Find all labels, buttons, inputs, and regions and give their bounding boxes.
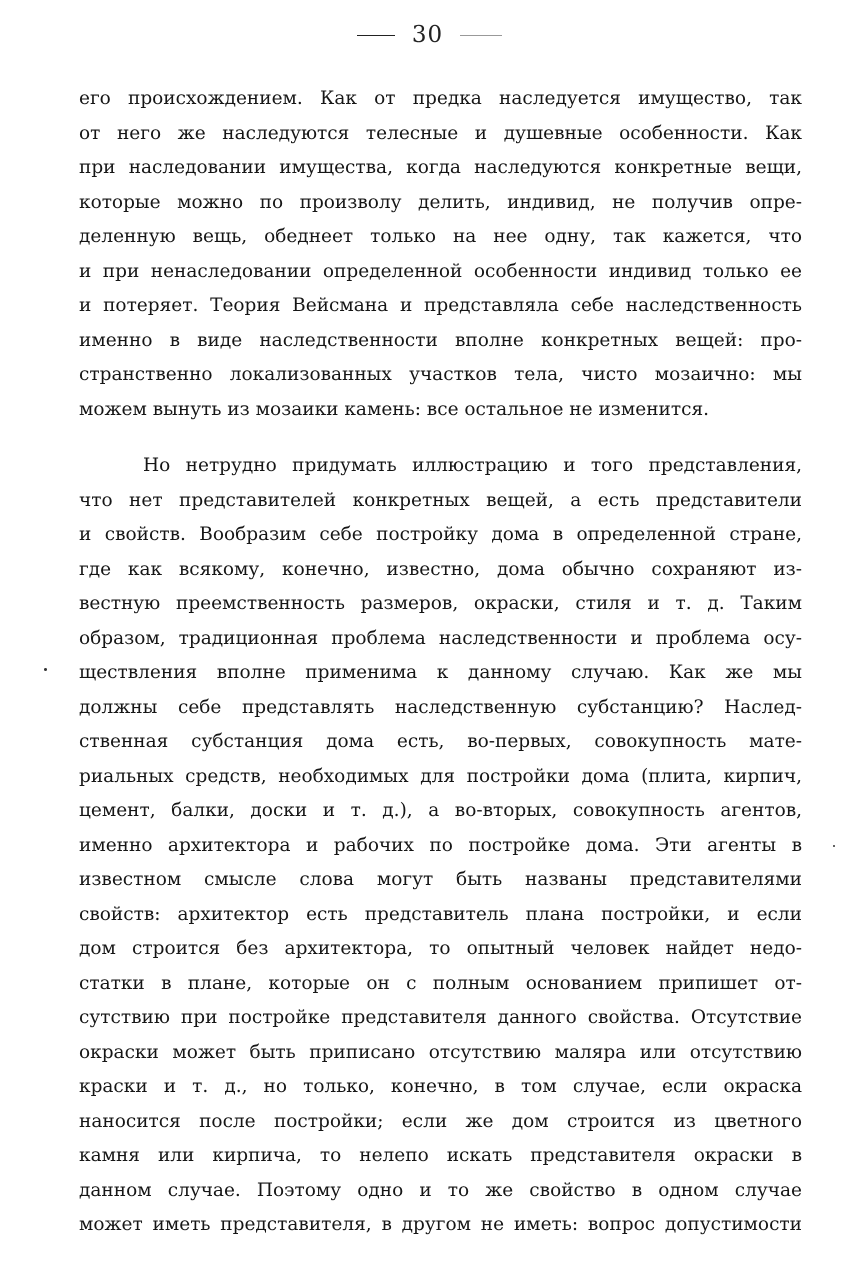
margin-dot (833, 845, 835, 847)
text-line: сутствию при постройке представителя данного свойства. Отсутствие (79, 1007, 802, 1028)
text-line: где как всякому, конечно, известно, дома обычно сохраняют из- (79, 558, 802, 580)
text-line: дом строится без архитектора, то опытный человек найдет недо- (79, 938, 802, 959)
text-line: и потеряет. Теория Вейсмана и представляла себе наследственность (79, 295, 802, 316)
text-line: камня или кирпича, то нелепо искать представителя окраски в (79, 1145, 802, 1166)
text-line: вестную преемственность размеров, окраски, стиля и т. д. Таким (79, 593, 802, 614)
text-line: ственная субстанция дома есть, во-первых, совокупность мате- (79, 731, 802, 752)
text-line: может иметь представителя, в другом не иметь: вопрос допустимости (79, 1214, 802, 1235)
text-line: именно в виде наследственности вполне конкретных вещей: про- (79, 329, 802, 351)
page-header (0, 22, 859, 54)
header-left-dash (357, 35, 395, 36)
text-line: от него же наследуются телесные и душевные особенности. Как (79, 122, 802, 144)
text-line: цемент, балки, доски и т. д.), а во-вторых, совокупность агентов, (79, 800, 802, 821)
text-line: можем вынуть из мозаики камень: все остальное не изменится. (79, 398, 710, 420)
text-line: краски и т. д., но только, конечно, в том случае, если окраска (79, 1076, 802, 1097)
paragraph-gap (79, 427, 802, 449)
text-line: данном случае. Поэтому одно и то же свойство в одном случае (79, 1179, 802, 1201)
paragraph (79, 82, 802, 427)
text-line: при наследовании имущества, когда наследуются конкретные вещи, (79, 157, 802, 178)
text-line: его происхождением. Как от предка наследуется имущество, так (79, 88, 802, 109)
text-line: и свойств. Вообразим себе постройку дома в определенной стране, (79, 524, 802, 545)
text-line: должны себе представлять наследственную субстанцию? Наслед- (79, 696, 802, 718)
text-line: именно архитектора и рабочих по постройке дома. Эти агенты в (79, 834, 802, 856)
text-line: ществления вполне применима к данному случаю. Как же мы (79, 662, 802, 683)
text-line: окраски может быть приписано отсутствию маляра или отсутствию (79, 1041, 802, 1063)
text-line: деленную вещь, обеднеет только на нее одну, так кажется, что (79, 226, 802, 247)
page-body-text (79, 82, 802, 1243)
paragraph (79, 449, 802, 1243)
text-line: образом, традиционная проблема наследственности и проблема осу- (79, 627, 802, 649)
text-line: статки в плане, которые он с полным основанием припишет от- (79, 972, 802, 994)
margin-dot (44, 668, 47, 671)
text-line: наносится после постройки; если же дом строится из цветного (79, 1110, 802, 1132)
text-line: Но нетрудно придумать иллюстрацию и того представления, (143, 455, 802, 476)
page-number: 30 (411, 22, 444, 48)
text-line: что нет представителей конкретных вещей, а есть представители (79, 489, 802, 511)
header-right-dash (460, 35, 502, 36)
text-line: странственно локализованных участков тела, чисто мозаично: мы (79, 364, 802, 385)
text-line: свойств: архитектор есть представитель плана постройки, и если (79, 903, 802, 925)
text-line: и при ненаследовании определенной особенности индивид только ее (79, 260, 802, 282)
text-line: риальных средств, необходимых для постройки дома (плита, кирпич, (79, 765, 802, 787)
text-line: которые можно по произволу делить, индивид, не получив опре- (79, 191, 802, 213)
text-line: известном смысле слова могут быть названы представителями (79, 869, 802, 890)
